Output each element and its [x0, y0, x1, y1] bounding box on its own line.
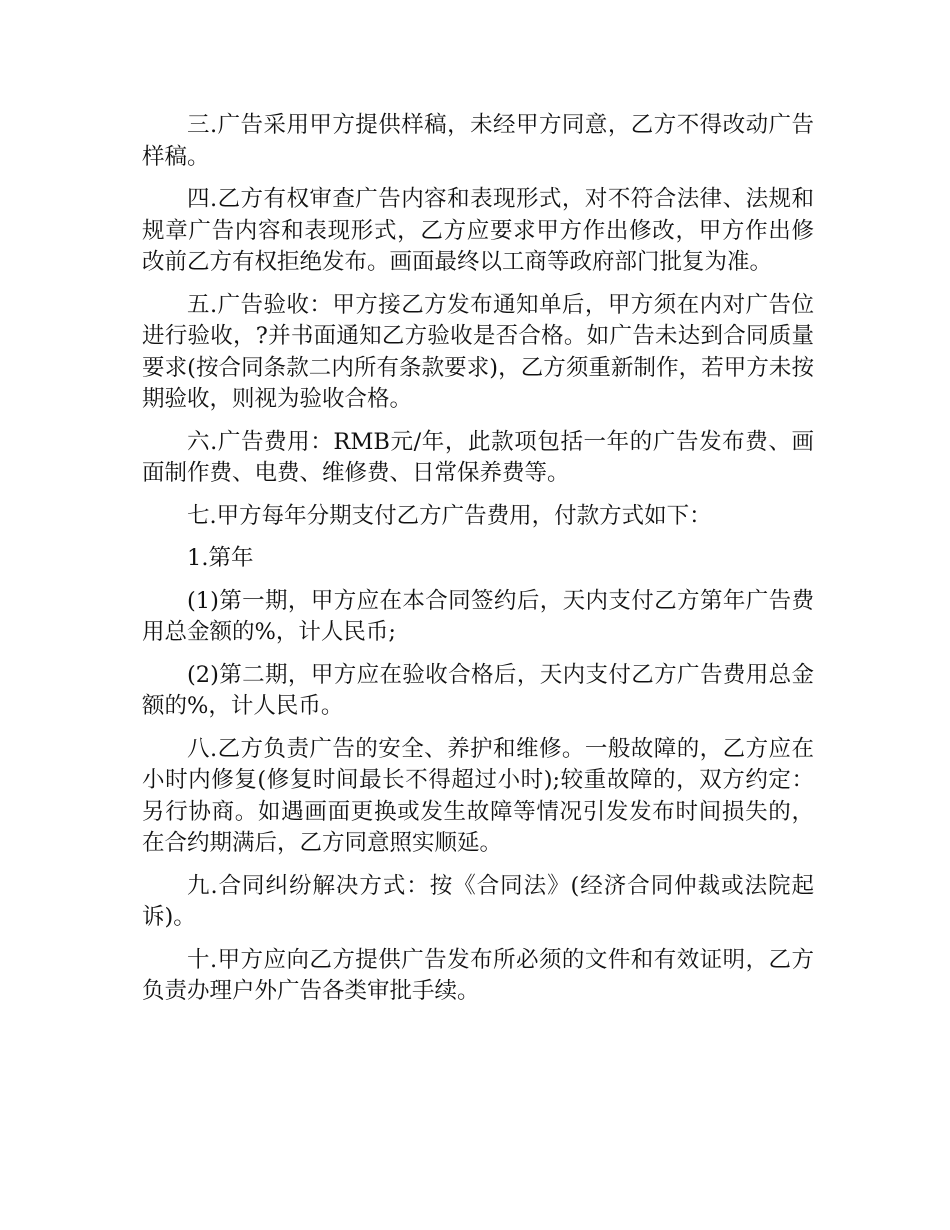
payment-phase-2-paragraph: (2)第二期，甲方应在验收合格后，天内支付乙方广告费用总金额的%，计人民币。 [142, 661, 814, 719]
clause-4-paragraph: 四.乙方有权审查广告内容和表现形式，对不符合法律、法规和规章广告内容和表现形式，乙方应要求甲方作出修改，甲方作出修改前乙方有权拒绝发布。画面最终以工商等政府部门批复为准。 [142, 186, 814, 275]
clause-10-paragraph: 十.甲方应向乙方提供广告发布所必须的文件和有效证明，乙方负责办理户外广告各类审批手续。 [142, 946, 814, 1004]
document-body [142, 110, 814, 1019]
payment-year-paragraph: 1.第年 [187, 545, 254, 571]
clause-9-paragraph: 九.合同纠纷解决方式：按《合同法》(经济合同仲裁或法院起诉)。 [142, 872, 814, 930]
clause-3-paragraph: 三.广告采用甲方提供样稿，未经甲方同意，乙方不得改动广告样稿。 [142, 112, 814, 170]
clause-8-paragraph: 八.乙方负责广告的安全、养护和维修。一般故障的，乙方应在小时内修复(修复时间最长不得超过小时);较重故障的，双方约定：另行协商。如遇画面更换或发生故障等情况引发发布时间损失的，在合约期满后，乙方同意照实顺延。 [142, 735, 814, 856]
payment-phase-1-paragraph: (1)第一期，甲方应在本合同签约后，天内支付乙方第年广告费用总金额的%，计人民币; [142, 587, 814, 645]
clause-7-paragraph: 七.甲方每年分期支付乙方广告费用，付款方式如下： [187, 502, 712, 529]
clause-6-paragraph: 六.广告费用：RMB元/年，此款项包括一年的广告发布费、画面制作费、电费、维修费、日常保养费等。 [142, 428, 814, 486]
clause-5-paragraph: 五.广告验收：甲方接乙方发布通知单后，甲方须在内对广告位进行验收，?并书面通知乙方验收是否合格。如广告未达到合同质量要求(按合同条款二内所有条款要求)，乙方须重新制作，若甲方未按期验收，则视为验收合格。 [142, 291, 814, 412]
